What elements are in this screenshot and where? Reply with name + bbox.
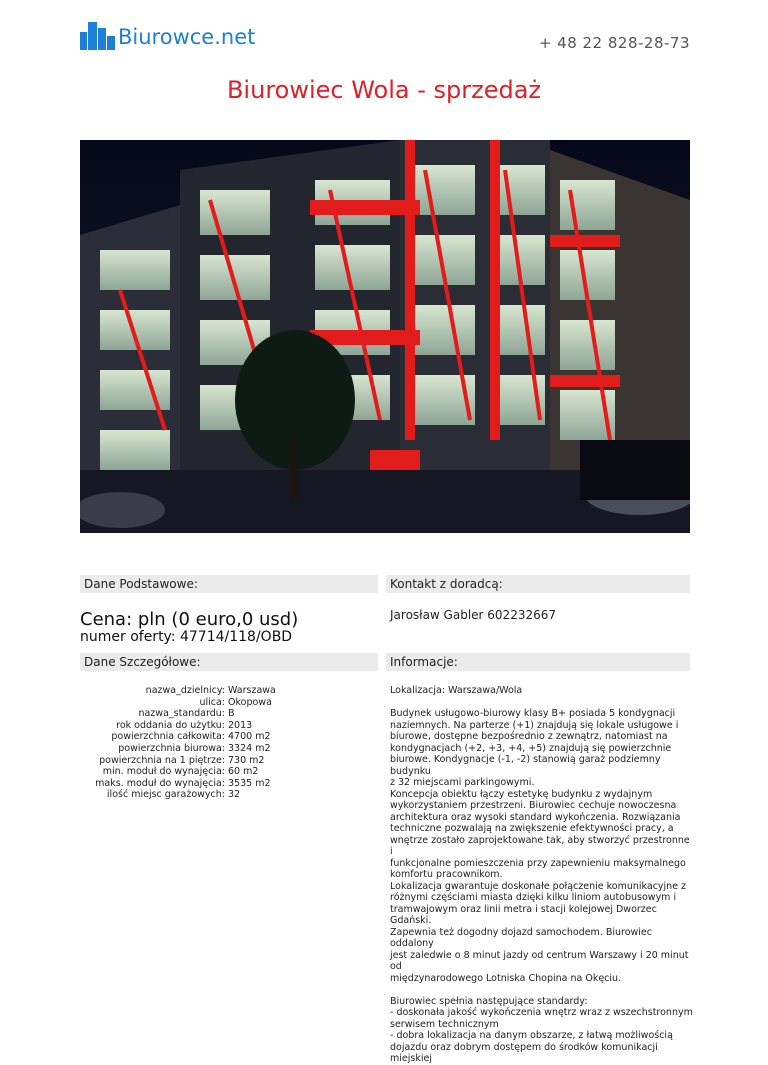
detail-key: powierzchnia całkowita: [111,731,225,743]
info-line: wnętrze zostało zaprojektowane tak, aby stworzyć przestronne i [390,834,690,857]
details-list [80,685,276,801]
building-illustration [80,140,690,533]
info-line: jest zaledwie o 8 minut jazdy od centrum Warszawy i 20 minut od [390,949,689,972]
building-photo [80,140,690,533]
info-line: - dobra lokalizacja na danym obszarze, z łatwą możliwością [390,1030,673,1041]
section-info [386,653,690,671]
section-basic-label: Dane Podstawowe: [84,577,198,591]
info-line: Budynek usługowo-biurowy klasy B+ posiada 5 kondygnacji [390,708,676,719]
info-line: Zapewnia też dogodny dojazd samochodem. Biurowiec oddalony [390,926,652,949]
detail-value: 730 m2 [228,754,265,766]
info-location: Lokalizacja: Warszawa/Wola [390,685,523,696]
advisor-contact[interactable]: Jarosław Gabler 602232667 [390,608,556,622]
info-line: biurowe. Kondygnacje (-1, -2) stanowią garaż podziemny budynku [390,754,661,777]
detail-key: nazwa_dzielnicy: [145,685,225,696]
detail-key: maks. moduł do wynajęcia: [95,777,225,789]
info-line: funkcjonalne pomieszczenia przy zapewnieniu maksymalnego [390,857,686,869]
detail-row [80,778,276,790]
info-line: Biurowiec spełnia następujące standardy: [390,995,588,1007]
detail-value: B [228,708,235,720]
section-details-label: Dane Szczegółowe: [84,655,201,669]
detail-key: rok oddania do użytku: [116,719,225,731]
detail-value: 4700 m2 [228,731,271,743]
info-line: wykorzystaniem przestrzeni. Biurowiec cechuje nowoczesna [390,800,677,811]
info-line: Lokalizacja gwarantuje doskonałe połączenie komunikacyjne z [390,880,687,892]
section-contact [386,575,690,593]
info-line: dojazdu oraz dobrym dostępem do środków komunikacji miejskiej [390,1041,658,1064]
logo[interactable] [80,22,255,50]
page-title: Biurowiec Wola - sprzedaż [226,76,542,104]
info-line: techniczne pozwalają na zwiększenie efektywności pracy, a [390,823,674,834]
info-text [390,685,694,1065]
detail-row [80,766,276,778]
detail-value: 32 [228,789,241,801]
section-details [80,653,378,671]
detail-row [80,685,276,697]
detail-key: powierzchnia na 1 piętrze: [99,754,225,766]
detail-value: Okopowa [228,696,272,708]
detail-value: 2013 [228,719,253,731]
info-line: biurowe, dostępne bezpośrednio z zewnątrz, natomiast na [390,731,668,742]
info-line: międzynarodowego Lotniska Chopina na Okęciu. [390,972,622,984]
detail-value: 3324 m2 [228,742,271,754]
info-line: z 32 miejscami parkingowymi. [390,777,535,788]
info-line: tramwajowym oraz linii metra i stacji kolejowej Dworzec Gdański. [390,903,657,926]
info-line: - doskonała jakość wykończenia wnętrz wraz z wszechstronnym [390,1007,693,1018]
offer-number: numer oferty: 47714/118/OBD [80,629,293,645]
header [0,0,768,70]
detail-row [80,697,276,709]
info-line: kondygnacjach (+2, +3, +4, +5) znajdują się powierzchnie [390,742,672,754]
info-line: naziemnych. Na parterze (+1) znajdują się lokale usługowe i [390,719,679,731]
info-line: różnymi częściami miasta dzięki kilku liniom autobusowym i [390,892,677,903]
info-line: komfortu pracownikom. [390,869,503,880]
detail-value: Warszawa [228,685,276,696]
phone-number[interactable]: + 48 22 828-28-73 [538,34,690,52]
detail-value: 60 m2 [228,766,259,778]
detail-row [80,755,276,767]
detail-row [80,720,276,732]
detail-key: ulica: [199,696,225,708]
section-contact-label: Kontakt z doradcą: [390,577,503,591]
info-line: Koncepcja obiektu łączy estetykę budynku z wydajnym [390,788,653,800]
logo-text: Biurowce.net [118,25,256,49]
detail-row [80,743,276,755]
detail-key: nazwa_standardu: [138,708,225,720]
detail-key: min. moduł do wynajęcia: [102,766,225,778]
buildings-icon [80,22,116,50]
detail-row [80,708,276,720]
info-line: architektura oraz wysoki standard wykończenia. Rozwiązania [390,811,681,823]
section-info-label: Informacje: [390,655,458,669]
price: Cena: pln (0 euro,0 usd) [80,609,299,630]
detail-key: powierzchnia biurowa: [118,742,225,754]
detail-key: ilość miejsc garażowych: [106,789,225,801]
detail-row [80,731,276,743]
detail-row [80,789,276,801]
section-basic [80,575,378,593]
info-line: serwisem technicznym [390,1018,499,1030]
detail-value: 3535 m2 [228,777,271,789]
